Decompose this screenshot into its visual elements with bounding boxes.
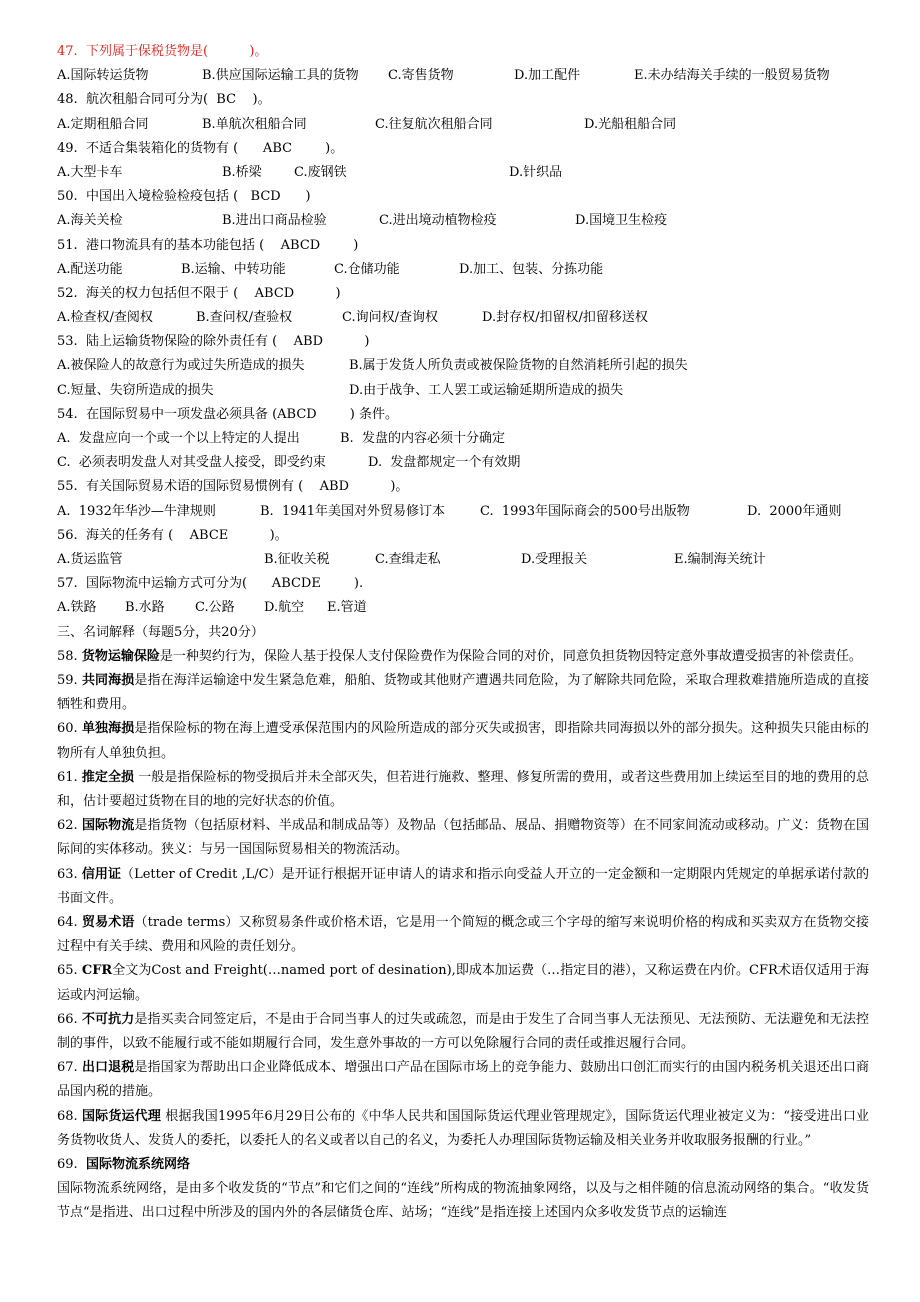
def-number: 63. xyxy=(57,866,82,882)
definition-60 xyxy=(57,717,869,765)
question-56: 56. 海关的任务有 ( ABCE )。 xyxy=(57,527,288,543)
definition-63 xyxy=(57,863,869,911)
question-52-options xyxy=(57,306,869,330)
option: E.未办结海关手续的一般贸易货物 xyxy=(634,68,830,84)
option: C.短量、失窃所造成的损失 xyxy=(57,382,214,398)
def-number: 62. xyxy=(57,818,82,834)
question-47-options xyxy=(57,64,869,88)
def-number: 69. xyxy=(57,1156,86,1172)
def-term: 共同海损 xyxy=(81,672,135,688)
question-53-options xyxy=(57,354,869,378)
question-55-options xyxy=(57,500,869,524)
def-term: 国际货运代理 xyxy=(81,1108,161,1124)
option: C. 必须表明发盘人对其受盘人接受，即受约束 xyxy=(57,455,326,471)
option: B.单航次租船合同 xyxy=(202,116,307,132)
definition-68 xyxy=(57,1105,869,1153)
question-55: 55. 有关国际贸易术语的国际贸易惯例有 ( ABD )。 xyxy=(57,479,409,495)
def-number: 59. xyxy=(57,672,82,688)
option: B.征收关税 xyxy=(264,551,330,567)
question-51: 51. 港口物流具有的基本功能包括 ( ABCD ) xyxy=(57,237,359,253)
section-heading: 三、名词解释（每题5分，共20分） xyxy=(57,624,264,640)
option: A.配送功能 xyxy=(57,261,123,277)
def-number: 61. xyxy=(57,769,82,785)
def-number: 67. xyxy=(57,1060,82,1076)
option: D. 2000年通则 xyxy=(747,503,842,519)
option: C.仓储功能 xyxy=(334,261,400,277)
def-text: 是指货物（包括原材料、半成品和制成品等）及物品（包括邮品、展品、捐赠物资等）在不同家间流动或移动。广义：货物在国际间的实体移动。狭义：与另一国国际贸易相关的物流活动。 xyxy=(57,818,869,858)
def-text: 是指在海洋运输途中发生紧急危难，船舶、货物或其他财产遭遇共同危险，为了解除共同危险，采取合理救难措施所造成的直接牺牲和费用。 xyxy=(57,672,869,713)
def-term: 单独海损 xyxy=(81,721,135,737)
option: A.国际转运货物 xyxy=(57,68,149,84)
def-text: 全文为Cost and Freight(…named port of desination),即成本加运费（…指定目的港），又称运费在内价。CFR术语仅适用于海运或内河运输。 xyxy=(57,963,869,1003)
definition-58 xyxy=(57,645,869,669)
question-48: 48. 航次租船合同可分为( BC )。 xyxy=(57,92,271,108)
option: E.编制海关统计 xyxy=(674,551,766,567)
option: A.被保险人的故意行为或过失所造成的损失 xyxy=(57,358,305,374)
option: D.针织品 xyxy=(509,164,563,180)
question-54-options xyxy=(57,427,869,451)
option: C.公路 xyxy=(195,600,235,616)
question-57: 57. 国际物流中运输方式可分为( ABCDE ). xyxy=(57,576,364,592)
option: A.铁路 xyxy=(57,600,97,616)
option: C.往复航次租船合同 xyxy=(375,116,493,132)
question-57-options xyxy=(57,596,869,620)
option: A.定期租船合同 xyxy=(57,116,149,132)
def-number: 60. xyxy=(57,721,82,737)
question-53-options-2 xyxy=(57,379,869,403)
option: B.查问权/查验权 xyxy=(196,310,293,326)
document-page xyxy=(57,40,869,1226)
option: B.供应国际运输工具的货物 xyxy=(202,68,359,84)
def-text: （Letter of Credit ,L/C）是开证行根据开证申请人的请求和指示向受益人开立的一定金额和一定期限内凭规定的单据承诺付款的书面文件。 xyxy=(57,866,869,906)
option: B.属于发货人所负责或被保险货物的自然消耗所引起的损失 xyxy=(349,358,688,374)
question-52: 52. 海关的权力包括但不限于 ( ABCD ) xyxy=(57,285,341,301)
option: D.受理报关 xyxy=(521,551,588,567)
option: D.封存权/扣留权/扣留移送权 xyxy=(482,310,648,326)
option: D.航空 xyxy=(264,600,305,616)
def-number: 68. xyxy=(57,1108,82,1124)
option: C.进出境动植物检疫 xyxy=(379,213,497,229)
def-text: 是指国家为帮助出口企业降低成本、增强出口产品在国际市场上的竞争能力、鼓励出口创汇而实行的由国内税务机关退还出口商品国内税的措施。 xyxy=(57,1060,869,1100)
def-term: 推定全损 xyxy=(81,769,135,785)
def-term: 货物运输保险 xyxy=(81,648,160,664)
option: D.加工、包装、分拣功能 xyxy=(459,261,604,277)
def-text: 根据我国1995年6月29日公布的《中华人民共和国国际货运代理业管理规定》，国际货运代理业被定义为：“接受进出口业务货物收货人、发货人的委托，以委托人的名义或者以自己的名义，为委托人办理国际货物运输及相关业务并收取服务报酬的行业。” xyxy=(57,1108,869,1148)
def-term: 国际物流 xyxy=(81,818,135,834)
def-number: 66. xyxy=(57,1011,82,1027)
definition-62 xyxy=(57,814,869,862)
definition-59 xyxy=(57,669,869,717)
definition-69-heading xyxy=(57,1153,869,1177)
question-47: 47. 下列属于保税货物是( )。 xyxy=(57,44,268,59)
def-term: 国际物流系统网络 xyxy=(85,1156,190,1172)
option: C.查缉走私 xyxy=(375,551,441,567)
definition-67 xyxy=(57,1056,869,1104)
option: A.检查权/查阅权 xyxy=(57,310,153,326)
question-53: 53. 陆上运输货物保险的除外责任有 ( ABD ) xyxy=(57,334,370,350)
option: B. 发盘的内容必须十分确定 xyxy=(340,431,505,446)
def-term: 贸易术语 xyxy=(81,914,135,930)
def-text: 是指买卖合同签定后，不是由于合同当事人的过失或疏忽，而是由于发生了合同当事人无法预见、无法预防、无法避免和无法控制的事件，以致不能履行或不能如期履行合同，发生意外事故的一方可以免除履行合同的责任或推迟履行合同。 xyxy=(57,1011,869,1051)
question-49-options xyxy=(57,161,869,185)
def-number: 65. xyxy=(57,963,82,979)
definition-65 xyxy=(57,959,869,1007)
option: E.管道 xyxy=(327,600,367,616)
option: A.大型卡车 xyxy=(57,164,123,180)
option: D.加工配件 xyxy=(514,68,581,84)
option: A. 1932年华沙—牛津规则 xyxy=(57,503,216,519)
def-number: 58. xyxy=(57,648,82,664)
def-number: 64. xyxy=(57,914,82,930)
definition-64 xyxy=(57,911,869,959)
def-text: 一般是指保险标的物受损后并未全部灭失，但若进行施救、整理、修复所需的费用，或者这些费用加上续运至目的地的费用的总和，估计要超过货物在目的地的完好状态的价值。 xyxy=(57,769,869,809)
definition-66 xyxy=(57,1008,869,1056)
option: C.废钢铁 xyxy=(294,164,347,180)
option: A.货运监管 xyxy=(57,551,123,567)
definition-69-text: 国际物流系统网络，是由多个收发货的“节点”和它们之间的“连线”所构成的物流抽象网络，以及与之相伴随的信息流动网络的集合。“收发货节点“是指进、出口过程中所涉及的国内外的各层储货仓库、站场；“连线”是指连接上述国内众多收发货节点的运输连 xyxy=(57,1181,869,1221)
option: B.水路 xyxy=(125,600,165,616)
def-term: 不可抗力 xyxy=(81,1011,135,1027)
def-text: （trade terms）又称贸易条件或价格术语，它是用一个简短的概念或三个字母的缩写来说明价格的构成和买卖双方在货物交接过程中有关手续、费用和风险的责任划分。 xyxy=(57,914,869,955)
option: A. 发盘应向一个或一个以上特定的人提出 xyxy=(57,431,300,446)
option: C.询问权/查询权 xyxy=(342,310,438,326)
option: D.光船租船合同 xyxy=(584,116,677,132)
option: B. 1941年美国对外贸易修订本 xyxy=(260,503,446,519)
option: B.进出口商品检验 xyxy=(222,213,327,229)
question-50: 50. 中国出入境检验检疫包括 ( BCD ) xyxy=(57,189,311,205)
definition-61 xyxy=(57,766,869,814)
def-text: 是一种契约行为，保险人基于投保人支付保险费作为保险合同的对价，同意负担货物因特定意外事故遭受损害的补偿责任。 xyxy=(159,648,862,664)
option: D. 发盘都规定一个有效期 xyxy=(368,455,521,471)
option: C.寄售货物 xyxy=(388,68,454,84)
option: D.国境卫生检疫 xyxy=(575,213,668,229)
question-50-options xyxy=(57,209,869,233)
def-term: CFR xyxy=(81,963,113,979)
def-term: 出口退税 xyxy=(81,1060,135,1076)
question-56-options xyxy=(57,548,869,572)
option: A.海关关检 xyxy=(57,213,123,229)
option: B.运输、中转功能 xyxy=(181,261,286,277)
question-48-options xyxy=(57,113,869,137)
option: D.由于战争、工人罢工或运输延期所造成的损失 xyxy=(349,382,624,398)
question-54-options-2 xyxy=(57,451,869,475)
option: C. 1993年国际商会的500号出版物 xyxy=(480,503,690,519)
option: B.桥梁 xyxy=(222,164,262,180)
question-51-options xyxy=(57,258,869,282)
question-49: 49. 不适合集装箱化的货物有 ( ABC )。 xyxy=(57,140,344,156)
def-term: 信用证 xyxy=(81,866,122,882)
def-text: 是指保险标的物在海上遭受承保范围内的风险所造成的部分灭失或损害，即指除共同海损以外的部分损失。这种损失只能由标的物所有人单独负担。 xyxy=(57,721,869,761)
question-54: 54. 在国际贸易中一项发盘必须具备 (ABCD ) 条件。 xyxy=(57,406,398,422)
